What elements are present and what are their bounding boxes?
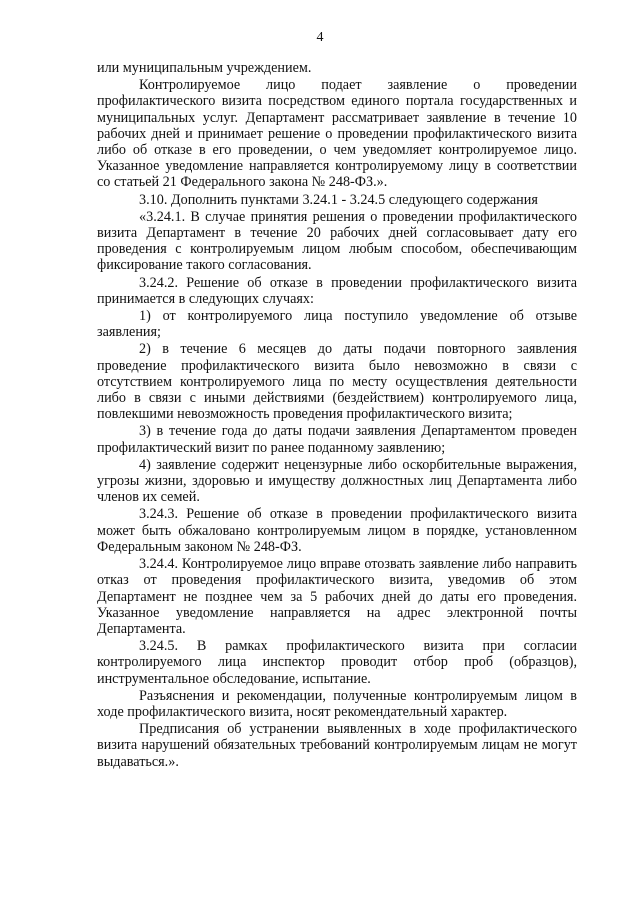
- paragraph-prescriptions: Предписания об устранении выявленных в ходе профилактического визита нарушений обязательных требований контролируемым лицам не могут выдаваться.».: [97, 721, 577, 770]
- paragraph-continuation: или муниципальным учреждением.: [97, 60, 312, 76]
- page-number: 4: [316, 30, 324, 45]
- paragraph-3-24-1: «3.24.1. В случае принятия решения о проведении профилактического визита Департамент в течение 20 рабочих дней согласовывает дату его проведения с контролируемым лицом любым способом, обеспечивающим фиксирование такого согласования.: [97, 208, 577, 274]
- paragraph-application: Контролируемое лицо подает заявление о проведении профилактического визита посредством единого портала государственных и муниципальных услуг. Департамент рассматривает заявление в течение 10 рабочих дней и принимает решение о проведении профилактического визита либо об отказе в его проведении, о чем уведомляет контролируемое лицо. Указанное уведомление направляется контролируемому лицу в соответствии со статьей 21 Федерального закона № 248-ФЗ.».: [97, 77, 577, 191]
- list-item-1: 1) от контролируемого лица поступило уведомление об отзыве заявления;: [97, 308, 577, 341]
- paragraph-3-10: 3.10. Дополнить пунктами 3.24.1 - 3.24.5 следующего содержания: [139, 191, 538, 208]
- paragraph-3-24-4: 3.24.4. Контролируемое лицо вправе отозвать заявление либо направить отказ от проведения профилактического визита, уведомив об этом Департамент не позднее чем за 5 рабочих дней до даты его проведения. Указанное уведомление направляется на адрес электронной почты Департамента.: [97, 556, 577, 637]
- paragraph-clarifications: Разъяснения и рекомендации, полученные контролируемым лицом в ходе профилактического визита, носят рекомендательный характер.: [97, 687, 577, 720]
- list-item-3: 3) в течение года до даты подачи заявления Департаментом проведен профилактический визит по ранее поданному заявлению;: [97, 423, 577, 456]
- list-item-2: 2) в течение 6 месяцев до даты подачи повторного заявления проведение профилактического визита было невозможно в связи с отсутствием контролируемого лица по месту осуществления деятельности либо в связи с иными действиями (бездействием) контролируемого лица, повлекшими невозможность проведения профилактического визита;: [97, 341, 577, 423]
- paragraph-3-24-5: 3.24.5. В рамках профилактического визита при согласии контролируемого лица инспектор проводит отбор проб (образцов), инструментальное обследование, испытание.: [97, 638, 577, 687]
- list-item-4: 4) заявление содержит нецензурные либо оскорбительные выражения, угрозы жизни, здоровью и имуществу должностных лиц Департамента либо членов их семей.: [97, 456, 577, 506]
- paragraph-3-24-3: 3.24.3. Решение об отказе в проведении профилактического визита может быть обжаловано контролируемым лицом в порядке, установленном Федеральным законом № 248-ФЗ.: [97, 506, 577, 555]
- document-body: [97, 60, 577, 771]
- paragraph-3-24-2: 3.24.2. Решение об отказе в проведении профилактического визита принимается в следующих случаях:: [97, 274, 577, 307]
